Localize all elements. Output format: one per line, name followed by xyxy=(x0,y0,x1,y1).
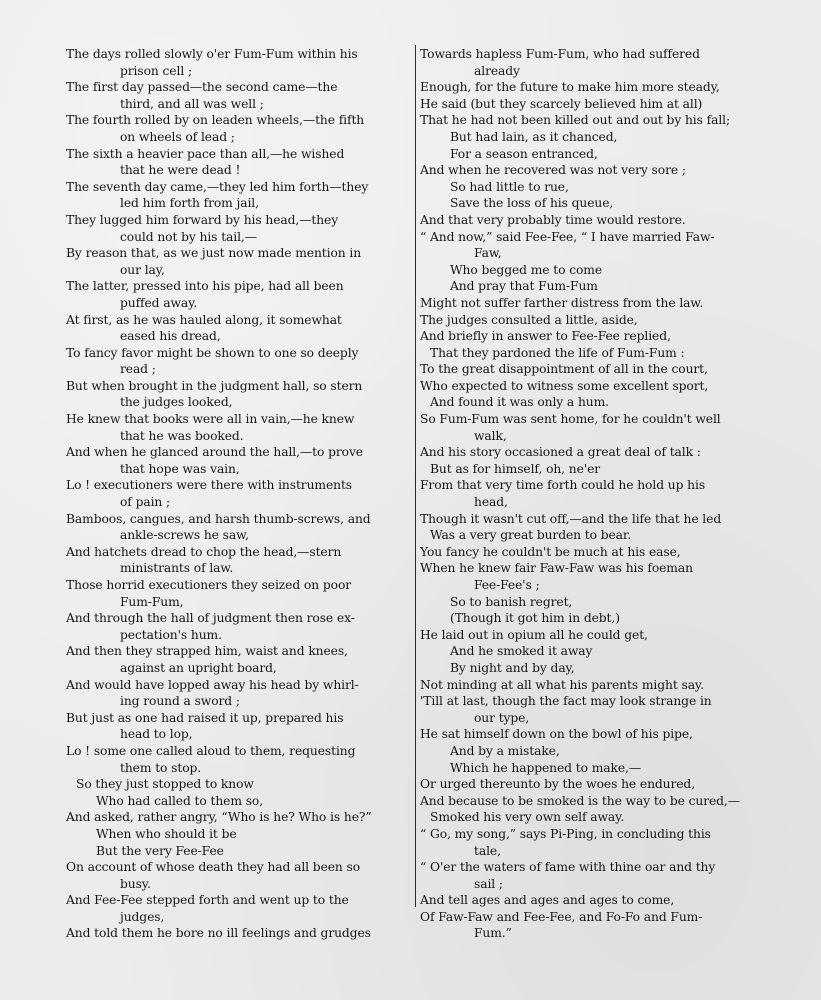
poem-line: And by a mistake, xyxy=(450,743,560,758)
poem-line: So they just stopped to know xyxy=(76,777,254,792)
poem-line: Fum.” xyxy=(474,926,512,941)
poem-line: He sat himself down on the bowl of his pipe, xyxy=(420,727,693,742)
poem-line: By reason that, as we just now made mention in xyxy=(66,246,362,261)
poem-line: But as for himself, oh, ne'er xyxy=(430,461,601,476)
poem-line: could not by his tail,— xyxy=(120,229,257,244)
poem-line: the judges looked, xyxy=(120,395,233,410)
poem-line: You fancy he couldn't be much at his ease, xyxy=(420,544,681,559)
poem-line: When who should it be xyxy=(96,826,237,841)
poem-line: To fancy favor might be shown to one so deeply xyxy=(66,345,359,360)
poem-line: that he was booked. xyxy=(120,428,244,443)
poem-line: against an upright board, xyxy=(120,660,277,675)
poem-line: But when brought in the judgment hall, so stern xyxy=(66,378,363,393)
poem-line: “ And now,” said Fee-Fee, “ I have married Faw- xyxy=(420,229,715,244)
poem-line: The first day passed—the second came—the xyxy=(66,80,338,95)
poem-line: And asked, rather angry, “Who is he? Who is he?” xyxy=(66,810,372,825)
poem-line: That he had not been killed out and out by his fall; xyxy=(420,113,731,128)
poem-line: At first, as he was hauled along, it somewhat xyxy=(66,312,342,327)
poem-line: When he knew fair Faw-Faw was his foeman xyxy=(420,561,693,576)
poem-line: And briefly in answer to Fee-Fee replied, xyxy=(420,329,671,344)
poem-line: pectation's hum. xyxy=(120,627,222,642)
poem-line: For a season entranced, xyxy=(450,146,598,161)
poem-line: And would have lopped away his head by whirl- xyxy=(66,677,359,692)
poem-line: So to banish regret, xyxy=(450,594,573,609)
poem-line: And because to be smoked is the way to be cured,— xyxy=(420,793,740,808)
poem-line: judges, xyxy=(120,909,165,924)
poem-line: read ; xyxy=(120,362,156,377)
poem-line: Save the loss of his queue, xyxy=(450,196,614,211)
poem-line: Of Faw-Faw and Fee-Fee, and Fo-Fo and Fum- xyxy=(420,909,703,924)
poem-line: The days rolled slowly o'er Fum-Fum within his xyxy=(66,47,358,61)
poem-line: And found it was only a hum. xyxy=(430,395,609,410)
poem-line: “ Go, my song,” says Pi-Ping, in concluding this xyxy=(420,826,711,841)
poem-line: puffed away. xyxy=(120,295,198,310)
poem-line: And he smoked it away xyxy=(450,644,593,659)
poem-line: They lugged him forward by his head,—they xyxy=(66,212,339,227)
poem-line: Who expected to witness some excellent sport, xyxy=(420,378,709,393)
poem-line: And tell ages and ages and ages to come, xyxy=(420,893,675,908)
poem-line: Lo ! executioners were there with instruments xyxy=(66,478,353,493)
poem-line: And Fee-Fee stepped forth and went up to the xyxy=(66,893,349,908)
poem-line: Faw, xyxy=(474,246,502,261)
right-column xyxy=(420,46,768,942)
poem-line: Enough, for the future to make him more steady, xyxy=(420,80,720,95)
poem-line: From that very time forth could he hold up his xyxy=(420,478,706,493)
poem-line: The sixth a heavier pace than all,—he wished xyxy=(66,146,345,161)
poem-line: And his story occasioned a great deal of talk : xyxy=(420,445,701,460)
poem-line: Those horrid executioners they seized on poor xyxy=(66,578,352,592)
poem-line: 'Till at last, though the fact may look strange in xyxy=(420,694,712,709)
poem-line: He knew that books were all in vain,—he knew xyxy=(66,412,355,427)
poem-line: ing round a sword ; xyxy=(120,694,240,709)
poem-line: And pray that Fum-Fum xyxy=(450,279,598,294)
poem-line: our type, xyxy=(474,710,530,725)
poem-line: So Fum-Fum was sent home, for he couldn't well xyxy=(420,412,721,427)
poem-line: Smoked his very own self away. xyxy=(430,810,625,825)
poem-line: led him forth from jail, xyxy=(120,196,259,211)
poem-line: Might not suffer farther distress from the law. xyxy=(420,295,704,310)
poem-line: tale, xyxy=(474,843,501,858)
poem-line: ministrants of law. xyxy=(120,561,234,576)
poem-line: (Though it got him in debt,) xyxy=(450,611,620,626)
poem-line: that he were dead ! xyxy=(120,163,241,178)
poem-line: He said (but they scarcely believed him at all) xyxy=(420,96,703,111)
poem-line: that hope was vain, xyxy=(120,461,240,476)
poem-line: third, and all was well ; xyxy=(120,96,264,111)
poem-line: The seventh day came,—they led him forth—they xyxy=(66,179,369,194)
poem-line: And through the hall of judgment then rose ex- xyxy=(66,611,355,626)
poem-line: But just as one had raised it up, prepared his xyxy=(66,710,344,725)
left-column xyxy=(66,46,412,942)
poem-line: eased his dread, xyxy=(120,329,221,344)
poem-line: That they pardoned the life of Fum-Fum : xyxy=(430,345,685,360)
poem-line: head, xyxy=(474,495,508,510)
poem-line: Fee-Fee's ; xyxy=(474,578,540,592)
poem-line: Lo ! some one called aloud to them, requesting xyxy=(66,743,356,758)
poem-line: The latter, pressed into his pipe, had all been xyxy=(66,279,344,294)
poem-line: And told them he bore no ill feelings and grudges xyxy=(66,926,371,941)
poem-line: head to lop, xyxy=(120,727,193,742)
poem-line: busy. xyxy=(120,876,151,891)
poem-line: So had little to rue, xyxy=(450,179,569,194)
poem-line: Who had called to them so, xyxy=(96,793,264,808)
poem-line: By night and by day, xyxy=(450,660,575,675)
poem-line: And hatchets dread to chop the head,—stern xyxy=(66,544,342,559)
poem-line: But had lain, as it chanced, xyxy=(450,129,618,144)
poem-line: Though it wasn't cut off,—and the life that he led xyxy=(420,511,722,526)
poem-line: ankle-screws he saw, xyxy=(120,528,249,543)
poem-line: Was a very great burden to bear. xyxy=(430,528,632,543)
poem-line: To the great disappointment of all in the court, xyxy=(420,362,708,377)
poem-line: Who begged me to come xyxy=(450,262,603,277)
poem-line: Not minding at all what his parents might say. xyxy=(420,677,704,692)
poem-line: On account of whose death they had all been so xyxy=(66,860,361,875)
poem-line: Fum-Fum, xyxy=(120,594,184,609)
poem-line: Which he happened to make,— xyxy=(450,760,642,775)
poem-line: of pain ; xyxy=(120,495,171,510)
poem-line: The judges consulted a little, aside, xyxy=(420,312,638,327)
poem-line: And when he glanced around the hall,—to prove xyxy=(66,445,363,460)
poem-line: And that very probably time would restore. xyxy=(420,212,686,227)
poem-line: sail ; xyxy=(474,876,503,891)
poem-line: already xyxy=(474,63,520,78)
poem-line: And then they strapped him, waist and knees, xyxy=(66,644,348,659)
poem-line: our lay, xyxy=(120,262,165,277)
poem-line: “ O'er the waters of fame with thine oar and thy xyxy=(420,860,716,875)
poem-line: prison cell ; xyxy=(120,63,193,78)
poem-line: The fourth rolled by on leaden wheels,—the fifth xyxy=(66,113,365,128)
poem-line: on wheels of lead ; xyxy=(120,129,235,144)
poem-line: Towards hapless Fum-Fum, who had suffered xyxy=(420,47,700,61)
poem-line: them to stop. xyxy=(120,760,202,775)
poem-line: And when he recovered was not very sore ; xyxy=(420,163,686,178)
poem-line: Or urged thereunto by the woes he endured, xyxy=(420,777,696,792)
poem-line: But the very Fee-Fee xyxy=(96,843,224,858)
poem-line: Bamboos, cangues, and harsh thumb-screws, and xyxy=(66,511,371,526)
poem-line: He laid out in opium all he could get, xyxy=(420,627,648,642)
column-divider xyxy=(415,45,416,907)
poem-line: walk, xyxy=(474,428,507,443)
